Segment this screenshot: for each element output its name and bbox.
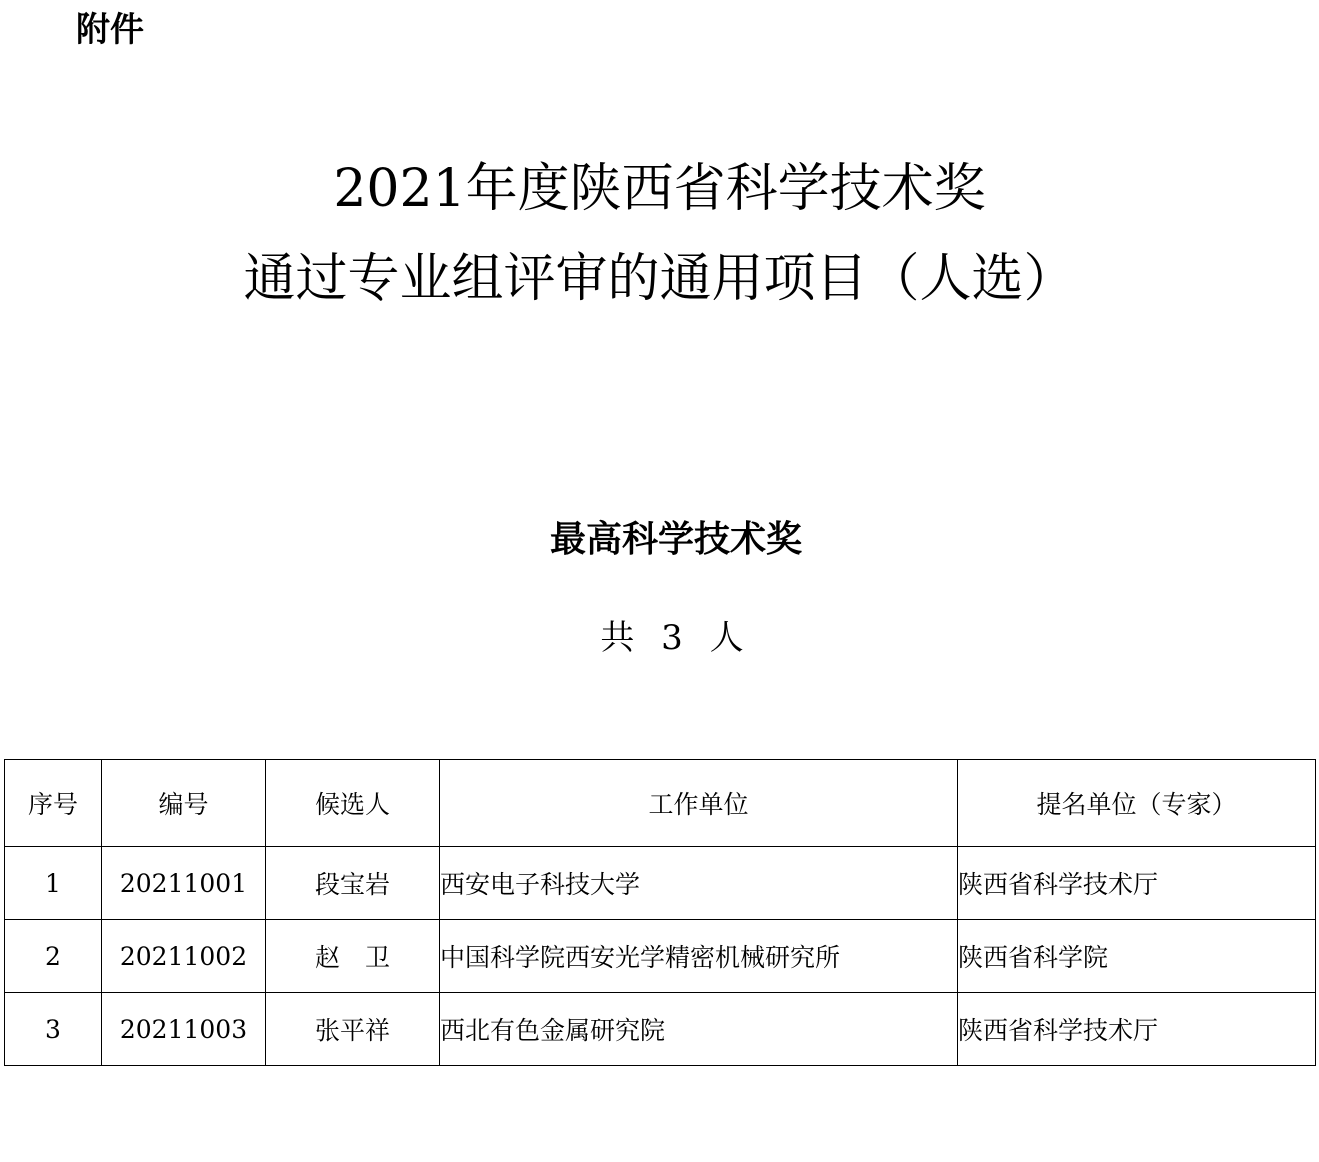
cell-code: 20211003 <box>102 993 266 1066</box>
cell-code: 20211001 <box>102 847 266 920</box>
table-header-row <box>5 760 1316 847</box>
cell-serial: 2 <box>5 920 102 993</box>
attachment-label: 附件 <box>76 10 144 50</box>
column-header-candidate: 候选人 <box>266 760 440 847</box>
table-row <box>5 993 1316 1066</box>
cell-work-unit: 西北有色金属研究院 <box>440 993 958 1066</box>
document-title-line-1: 2021年度陕西省科学技术奖 <box>333 159 986 219</box>
candidate-table <box>4 759 1316 1066</box>
cell-work-unit: 中国科学院西安光学精密机械研究所 <box>440 920 958 993</box>
cell-candidate: 张平祥 <box>266 993 440 1066</box>
cell-serial: 1 <box>5 847 102 920</box>
cell-work-unit: 西安电子科技大学 <box>440 847 958 920</box>
column-header-serial: 序号 <box>5 760 102 847</box>
cell-serial: 3 <box>5 993 102 1066</box>
table-row <box>5 920 1316 993</box>
cell-candidate: 段宝岩 <box>266 847 440 920</box>
table-row <box>5 847 1316 920</box>
cell-nominator: 陕西省科学技术厅 <box>958 847 1316 920</box>
document-title-line-2: 通过专业组评审的通用项目（人选） <box>243 249 1076 309</box>
award-category-title: 最高科学技术奖 <box>549 519 802 560</box>
cell-code: 20211002 <box>102 920 266 993</box>
cell-candidate: 赵 卫 <box>266 920 440 993</box>
cell-nominator: 陕西省科学技术厅 <box>958 993 1316 1066</box>
cell-nominator: 陕西省科学院 <box>958 920 1316 993</box>
column-header-nominator: 提名单位（专家） <box>958 760 1316 847</box>
candidate-count: 共 3 人 <box>600 618 752 658</box>
column-header-work-unit: 工作单位 <box>440 760 958 847</box>
column-header-code: 编号 <box>102 760 266 847</box>
